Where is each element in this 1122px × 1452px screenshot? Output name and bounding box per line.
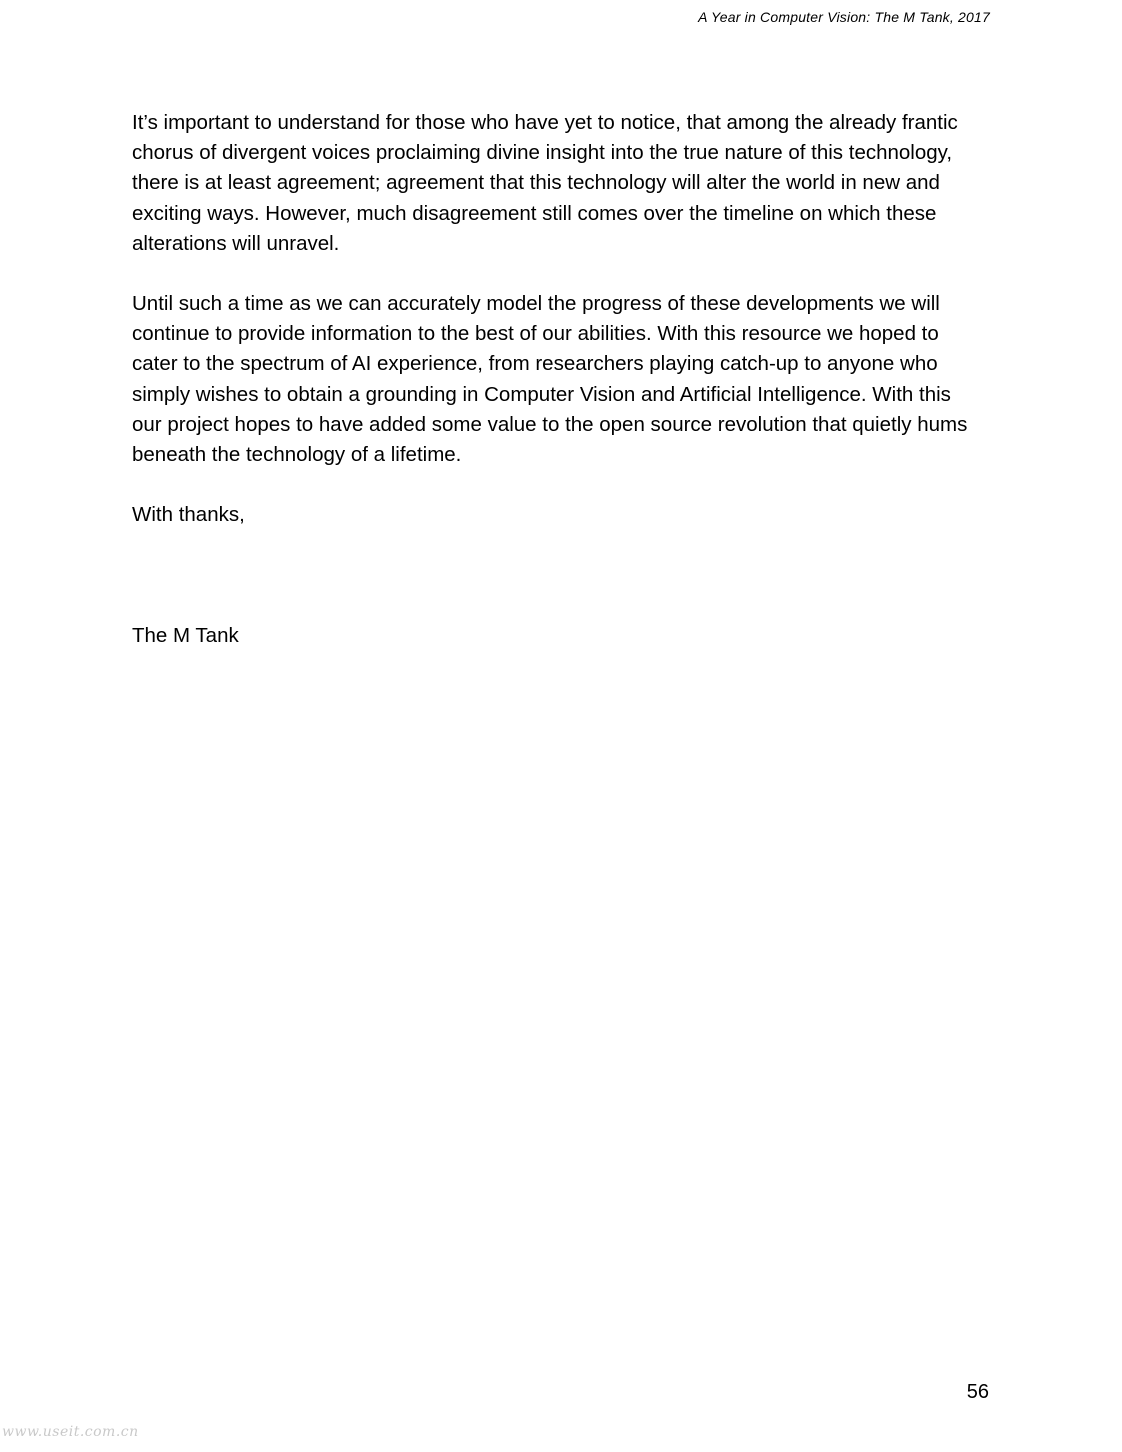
body-paragraph-1: It’s important to understand for those who have yet to notice, that among the already frantic chorus of divergent voices proclaiming divine insight into the true nature of this technology, there is at least agreement; agreement that this technology will alter the world in new and exciting ways. However, much disagreement still comes over the timeline on which these alterations will unravel. <box>132 111 958 255</box>
signature: The M Tank <box>132 624 239 647</box>
closing-line: With thanks, <box>132 503 245 526</box>
page-number: 56 <box>966 1381 989 1403</box>
running-header: A Year in Computer Vision: The M Tank, 2017 <box>698 9 990 25</box>
body-paragraph-2: Until such a time as we can accurately model the progress of these developments we will continue to provide information to the best of our abilities. With this resource we hoped to cater to the spectrum of AI experience, from researchers playing catch-up to anyone who simply wishes to obtain a grounding in Computer Vision and Artificial Intelligence. With this our project hopes to have added some value to the open source revolution that quietly hums beneath the technology of a lifetime. <box>132 292 968 467</box>
watermark: www.useit.com.cn <box>2 1424 139 1440</box>
